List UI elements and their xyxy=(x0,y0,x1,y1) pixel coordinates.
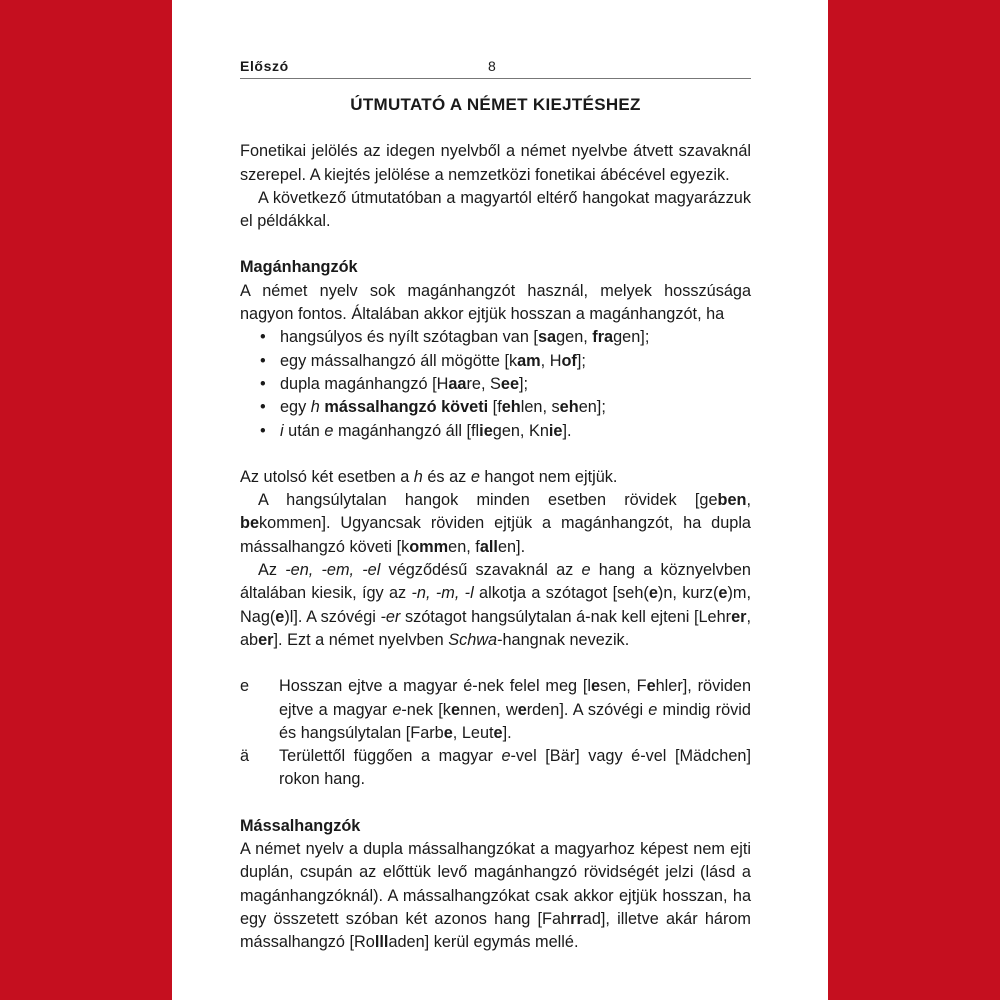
vowels-paragraph-3: A hangsúlytalan hangok minden esetben rövidek [geben, bekommen]. Ugyancsak röviden ejtjük a magánhangzót, ha dupla mássalhangzó követi [kommen, fallen]. xyxy=(240,491,751,556)
running-head xyxy=(240,58,751,79)
list-item: • egy mássalhangzó áll mögötte [kam, Hof]; xyxy=(240,350,751,373)
bullet-icon: • xyxy=(260,351,266,370)
vowels-heading: Magánhangzók xyxy=(240,258,358,277)
letter-description: Hosszan ejtve a magyar é-nek felel meg [lesen, Fehler], röviden ejtve a magyar e-nek [kennen, werden]. A szóvégi e mindig rövid és hangsúlytalan [Farbe, Leute]. xyxy=(279,677,752,742)
page-number: 8 xyxy=(488,58,496,74)
section-title: ÚTMUTATÓ A NÉMET KIEJTÉSHEZ xyxy=(350,95,641,114)
vowels-paragraph-1: A német nyelv sok magánhangzót használ, melyek hosszúsága nagyon fontos. Általában akkor ejtjük hosszan a magánhangzót, ha xyxy=(240,281,751,324)
running-head-title: Előszó xyxy=(240,58,289,74)
spacer xyxy=(240,233,751,256)
spacer xyxy=(240,792,751,815)
intro-paragraph-2: A következő útmutatóban a magyartól eltérő hangokat magyarázzuk el példákkal. xyxy=(240,188,751,231)
bullet-icon: • xyxy=(260,398,266,417)
spacer xyxy=(240,652,751,675)
consonants-paragraph-1: A német nyelv a dupla mássalhangzókat a magyarhoz képest nem ejti duplán, csupán az előttük levő magánhangzó rövidségét jelzi (lásd a magánhangzóknál). A mássalhangzókat csak akkor ejtjük hosszan, ha egy összetett szóban két azonos hang [Fahrrad], illetve akár három mássalhangzó [Rollladen] kerül egymás mellé. xyxy=(240,840,751,952)
spacer xyxy=(240,443,751,466)
vowels-paragraph-4: Az -en, -em, -el végződésű szavaknál az e hang a köznyelvben általában kiesik, így az -n, -m, -l alkotja a szótagot [seh(e)n, kurz(e)m, Nag(e)l]. A szóvégi -er szótagot hangsúlytalan á-nak kell ejteni [Lehrer, aber]. Ezt a német nyelvben Schwa-hangnak nevezik. xyxy=(240,561,751,649)
list-item: • i után e magánhangzó áll [fliegen, Knie]. xyxy=(240,420,751,443)
letter-entry-ae xyxy=(240,745,751,792)
bullet-icon: • xyxy=(260,328,266,347)
vowel-length-rules xyxy=(240,326,751,442)
consonants-heading: Mássalhangzók xyxy=(240,816,361,835)
book-page xyxy=(172,0,828,1000)
page-content xyxy=(240,93,751,955)
letter-description: Területtől függően a magyar e-vel [Bär] vagy é-vel [Mädchen] rokon hang. xyxy=(279,747,751,789)
letter-label: ä xyxy=(240,747,250,766)
list-item: • dupla magánhangzó [Haare, See]; xyxy=(240,373,751,396)
bullet-icon: • xyxy=(260,374,266,393)
list-item: • hangsúlyos és nyílt szótagban van [sagen, fragen]; xyxy=(240,326,751,349)
vowels-paragraph-2: Az utolsó két esetben a h és az e hangot nem ejtjük. xyxy=(240,467,618,486)
letter-entry-e xyxy=(240,675,751,745)
letter-label: e xyxy=(240,677,250,696)
bullet-icon: • xyxy=(260,421,266,440)
intro-paragraph-1: Fonetikai jelölés az idegen nyelvből a német nyelvbe átvett szavaknál szerepel. A kiejtés jelölése a nemzetközi fonetikai ábécével egyezik. xyxy=(240,142,751,184)
list-item: • egy h mássalhangzó követi [fehlen, sehen]; xyxy=(240,396,751,419)
